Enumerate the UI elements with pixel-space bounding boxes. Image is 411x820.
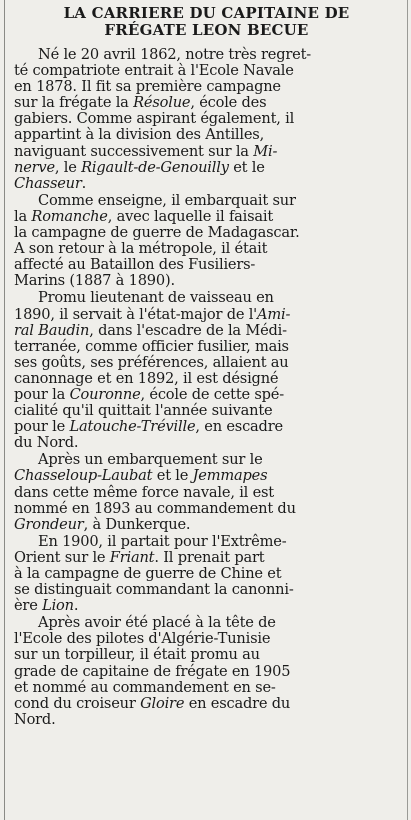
text-line	[14, 435, 399, 451]
text-run: . Il prenait part	[154, 548, 265, 566]
text-line	[14, 307, 399, 323]
article-paragraph	[14, 615, 399, 728]
text-run: Après avoir été placé à la tête de	[38, 614, 276, 632]
article-paragraph	[14, 534, 399, 614]
text-line	[14, 517, 399, 533]
text-run: et le	[228, 158, 265, 176]
text-line	[14, 339, 399, 355]
text-line	[14, 501, 399, 517]
text-run: .	[81, 174, 87, 192]
text-line	[14, 290, 399, 306]
text-line	[14, 598, 399, 614]
italic-ship-name: Ami-	[257, 305, 291, 323]
text-run: 1890, il servait à l'état-major de l'	[14, 305, 257, 323]
text-line	[14, 534, 399, 550]
text-line	[14, 209, 399, 225]
text-line	[14, 712, 399, 728]
article-paragraph	[14, 290, 399, 451]
text-run: dans cette même force navale, il est	[14, 483, 274, 501]
text-run: , à Dunkerque.	[83, 515, 191, 533]
text-run: , école de cette spé-	[140, 385, 284, 403]
text-run: la campagne de guerre de Madagascar.	[14, 224, 300, 242]
headline-line-2: FRÉGATE LEON BECUE	[104, 21, 309, 39]
text-line	[14, 485, 399, 501]
text-line	[14, 79, 399, 95]
text-line	[14, 323, 399, 339]
text-run: nommé en 1893 au commandement du	[14, 499, 296, 517]
italic-ship-name: Rigault-de-Genouilly	[81, 158, 229, 176]
text-line	[14, 468, 399, 484]
italic-ship-name: nerve	[14, 158, 55, 176]
text-line	[14, 47, 399, 63]
text-run: grade de capitaine de frégate en 1905	[14, 662, 291, 680]
italic-ship-name: Mi-	[253, 142, 278, 160]
column-rule-right	[407, 0, 408, 820]
text-line	[14, 127, 399, 143]
text-run: Promu lieutenant de vaisseau en	[38, 289, 274, 307]
text-line	[14, 419, 399, 435]
text-run: Né le 20 avril 1862, notre très regret-	[38, 46, 311, 63]
text-run: pour le	[14, 418, 70, 436]
text-line	[14, 144, 399, 160]
italic-ship-name: ral Baudin	[14, 321, 90, 339]
text-run: en 1878. Il fit sa première campagne	[14, 78, 281, 96]
text-run: et le	[152, 467, 193, 485]
italic-ship-name: Chasseloup-Laubat	[14, 467, 153, 485]
text-line	[14, 647, 399, 663]
article-paragraph	[14, 193, 399, 290]
article-body	[14, 47, 399, 728]
text-run: du Nord.	[14, 434, 79, 452]
italic-ship-name: Résolue	[133, 94, 191, 112]
text-run: se distinguait commandant la canonni-	[14, 581, 294, 599]
text-run: la	[14, 207, 32, 225]
text-line	[14, 696, 399, 712]
text-run: et nommé au commandement en se-	[14, 678, 276, 696]
text-line	[14, 193, 399, 209]
text-line	[14, 371, 399, 387]
italic-ship-name: Lion	[42, 597, 74, 615]
text-run: , école des	[190, 94, 267, 112]
headline-line-1: LA CARRIERE DU CAPITAINE DE	[63, 4, 350, 22]
text-run: pour la	[14, 385, 70, 403]
text-line	[14, 257, 399, 273]
text-run: Comme enseigne, il embarquait sur	[38, 191, 296, 209]
text-run: l'Ecole des pilotes d'Algérie-Tunisie	[14, 630, 271, 648]
text-line	[14, 566, 399, 582]
text-line	[14, 631, 399, 647]
text-run: cond du croiseur	[14, 694, 141, 712]
text-line	[14, 95, 399, 111]
text-run: sur un torpilleur, il était promu au	[14, 646, 260, 664]
text-line	[14, 664, 399, 680]
text-line	[14, 160, 399, 176]
text-run: .	[73, 597, 79, 615]
article-paragraph	[14, 47, 399, 192]
text-run: à la campagne de guerre de Chine et	[14, 565, 282, 582]
text-line	[14, 452, 399, 468]
text-run: appartint à la division des Antilles,	[14, 126, 265, 144]
text-run: gabiers. Comme aspirant également, il	[14, 110, 295, 128]
article-paragraph	[14, 452, 399, 532]
text-run: ère	[14, 597, 43, 615]
text-run: , dans l'escadre de la Médi-	[89, 321, 287, 339]
text-run: sur la frégate la	[14, 94, 134, 112]
italic-ship-name: Romanche	[31, 207, 108, 225]
italic-ship-name: Chasseur	[14, 174, 82, 192]
text-run: Après un embarquement sur le	[38, 451, 263, 469]
italic-ship-name: Gloire	[140, 694, 185, 712]
italic-ship-name: Latouche-Tréville	[69, 418, 196, 436]
italic-ship-name: Grondeur	[14, 515, 84, 533]
text-run: ses goûts, ses préférences, allaient au	[14, 353, 289, 371]
text-run: Orient sur le	[14, 548, 110, 566]
text-line	[14, 615, 399, 631]
text-run: Nord.	[14, 710, 56, 728]
text-line	[14, 550, 399, 566]
text-run: , en escadre	[195, 418, 283, 436]
article-headline	[14, 5, 399, 39]
text-run: En 1900, il partait pour l'Extrême-	[38, 532, 287, 550]
text-run: naviguant successivement sur la	[14, 142, 254, 160]
text-run: affecté au Bataillon des Fusiliers-	[14, 256, 256, 274]
text-line	[14, 63, 399, 79]
text-run: canonnage et en 1892, il est désigné	[14, 369, 279, 387]
text-line	[14, 225, 399, 241]
italic-ship-name: Jemmapes	[192, 467, 268, 485]
text-run: , avec laquelle il faisait	[107, 207, 274, 225]
text-line	[14, 355, 399, 371]
text-line	[14, 273, 399, 289]
text-run: Marins (1887 à 1890).	[14, 272, 175, 290]
italic-ship-name: Couronne	[69, 385, 141, 403]
text-line	[14, 403, 399, 419]
text-run: cialité qu'il quittait l'année suivante	[14, 402, 273, 420]
text-run: , le	[54, 158, 82, 176]
text-line	[14, 680, 399, 696]
text-run: A son retour à la métropole, il était	[14, 240, 268, 258]
text-run: té compatriote entrait à l'Ecole Navale	[14, 62, 294, 80]
text-line	[14, 111, 399, 127]
text-line	[14, 176, 399, 192]
text-line	[14, 582, 399, 598]
text-line	[14, 241, 399, 257]
text-line	[14, 387, 399, 403]
text-run: terranée, comme officier fusilier, mais	[14, 337, 289, 355]
italic-ship-name: Friant	[109, 548, 155, 566]
column-rule-left	[4, 0, 5, 820]
text-run: en escadre du	[184, 694, 291, 712]
